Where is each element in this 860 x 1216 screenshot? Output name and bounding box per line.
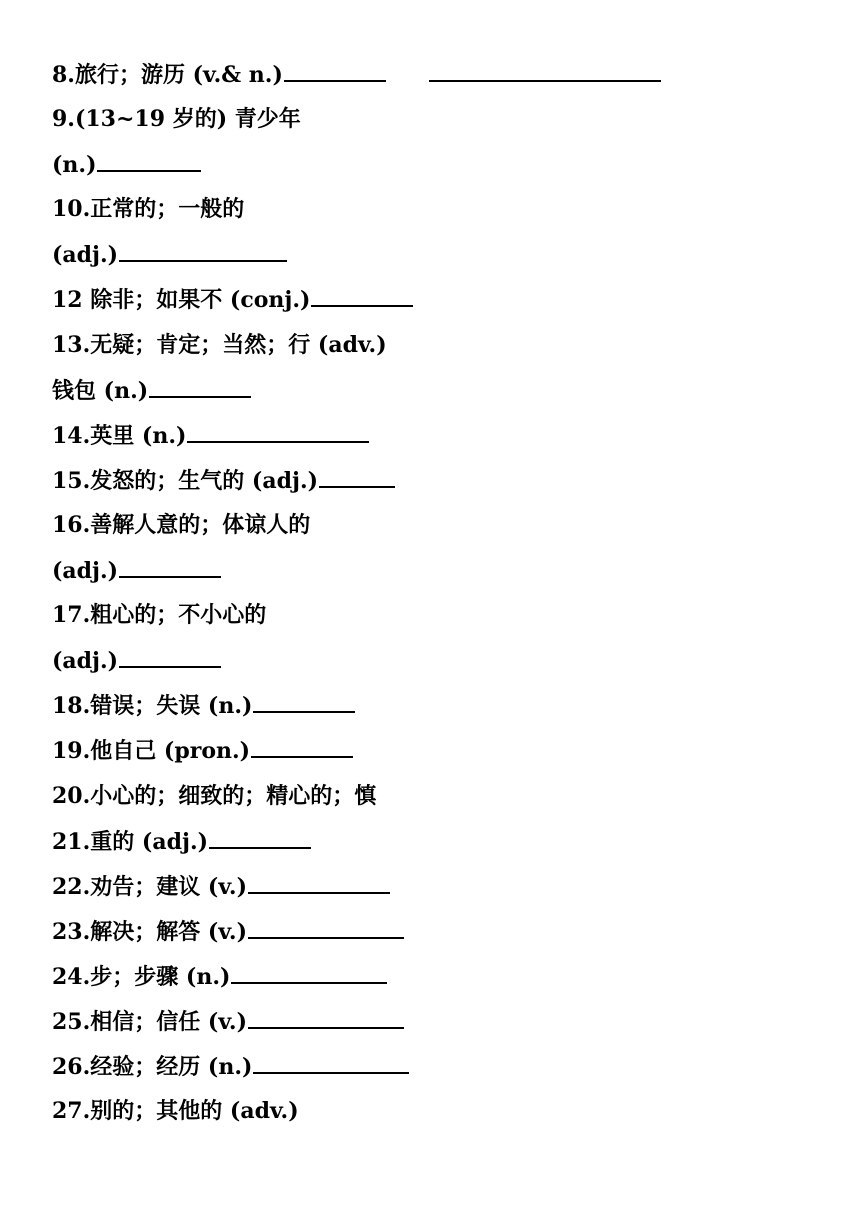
item-24 xyxy=(52,958,832,1003)
item-text: 22.劝告；建议 (v.) xyxy=(52,873,247,900)
answer-blank xyxy=(251,732,353,758)
answer-blank xyxy=(187,417,369,443)
answer-blank xyxy=(253,687,355,713)
item-25 xyxy=(52,1003,832,1048)
item-text: 24.步；步骤 (n.) xyxy=(52,963,231,990)
answer-blank xyxy=(119,236,287,262)
item-text: 25.相信；信任 (v.) xyxy=(52,1008,247,1035)
item-22 xyxy=(52,868,832,913)
item-text: 27.别的；其他的 (adv.) xyxy=(52,1098,299,1125)
item-text: (adj.) xyxy=(52,242,119,269)
answer-blank xyxy=(119,642,221,668)
item-text: (n.) xyxy=(52,152,97,179)
item-text: 16.善解人意的；体谅人的 xyxy=(52,511,311,538)
item-text: 20.小心的；细致的；精心的；慎 xyxy=(52,782,377,809)
item-text: 10.正常的；一般的 xyxy=(52,196,245,223)
answer-blank xyxy=(248,913,404,939)
item-9 xyxy=(52,101,832,146)
answer-blank xyxy=(319,462,395,488)
answer-blank xyxy=(253,1048,409,1074)
item-13 xyxy=(52,327,832,372)
item-10 xyxy=(52,191,832,236)
worksheet xyxy=(52,56,832,1138)
item-text: 9.(13~19 岁的) 青少年 xyxy=(52,106,301,133)
item-text: 14.英里 (n.) xyxy=(52,422,187,449)
item-16-pos xyxy=(52,552,832,597)
item-text: (adj.) xyxy=(52,648,119,675)
item-14 xyxy=(52,417,832,462)
item-12 xyxy=(52,281,832,326)
item-text: 12 除非；如果不 (conj.) xyxy=(52,287,311,314)
item-text: 18.错误；失误 (n.) xyxy=(52,693,253,720)
item-text: 8.旅行；游历 (v.& n.) xyxy=(52,62,283,88)
answer-blank xyxy=(311,281,413,307)
answer-blank xyxy=(231,958,387,984)
item-wallet xyxy=(52,372,832,417)
item-10-pos xyxy=(52,236,832,281)
item-text: 17.粗心的；不小心的 xyxy=(52,602,267,629)
item-26 xyxy=(52,1048,832,1093)
item-16 xyxy=(52,507,832,552)
item-9-pos xyxy=(52,146,832,191)
item-27 xyxy=(52,1093,832,1138)
item-18 xyxy=(52,687,832,732)
answer-blank xyxy=(97,146,201,172)
item-text: 钱包 (n.) xyxy=(52,377,149,404)
answer-blank xyxy=(209,823,311,849)
answer-blank xyxy=(119,552,221,578)
item-23 xyxy=(52,913,832,958)
answer-blank xyxy=(149,372,251,398)
item-text: 15.发怒的；生气的 (adj.) xyxy=(52,467,319,494)
item-8 xyxy=(52,56,832,101)
item-text: 21.重的 (adj.) xyxy=(52,828,209,855)
answer-blank xyxy=(248,1003,404,1029)
item-text: 23.解决；解答 (v.) xyxy=(52,918,247,945)
item-17 xyxy=(52,597,832,642)
item-text: (adj.) xyxy=(52,558,119,585)
item-text: 13.无疑；肯定；当然；行 (adv.) xyxy=(52,331,387,358)
answer-blank xyxy=(284,56,386,82)
answer-blank xyxy=(248,868,390,894)
item-21 xyxy=(52,823,832,868)
item-text: 19.他自己 (pron.) xyxy=(52,738,251,765)
item-17-pos xyxy=(52,642,832,687)
item-15 xyxy=(52,462,832,507)
answer-blank xyxy=(429,56,661,82)
item-20 xyxy=(52,778,832,823)
item-19 xyxy=(52,732,832,777)
item-text: 26.经验；经历 (n.) xyxy=(52,1054,253,1081)
